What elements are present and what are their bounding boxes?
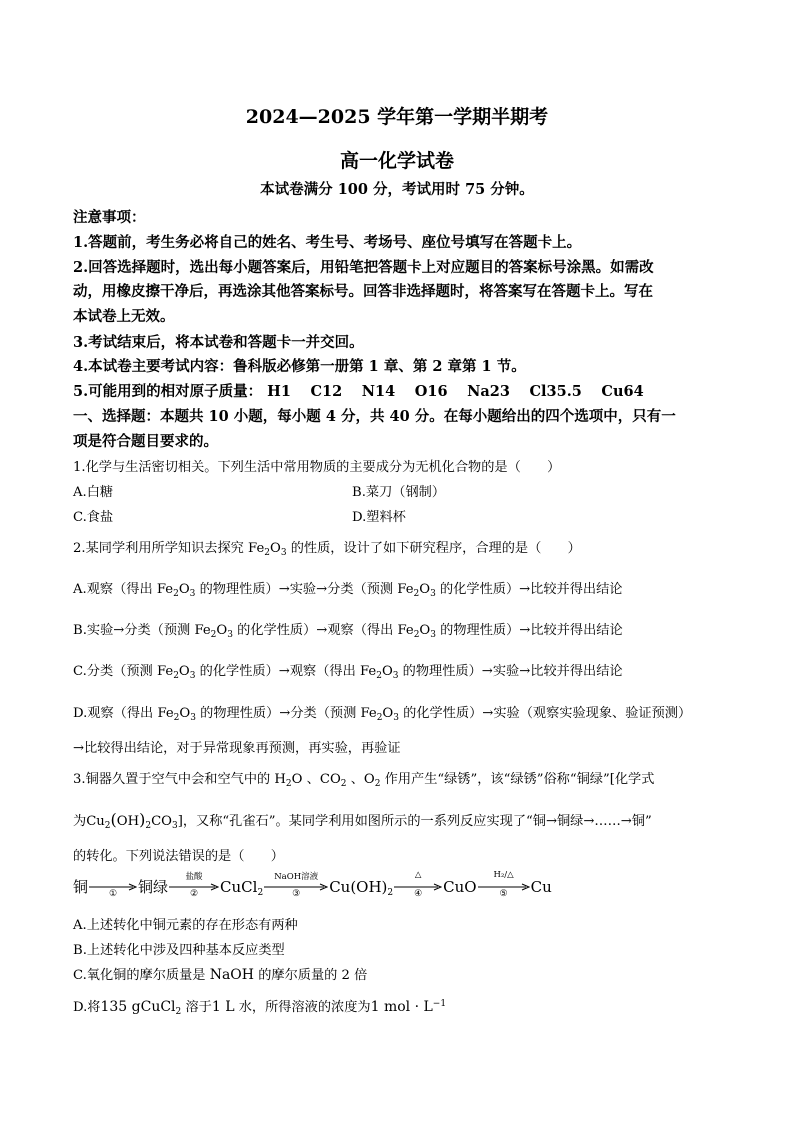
q3-option-d: D.将135 gCuCl$_2$ 溶于1 L 水，所得溶液的浓度为1 mol · $L^{-1}$ (73, 999, 447, 1017)
q1-option-b: B.菜刀（钢制） (352, 485, 446, 500)
fe2o3-formula: $Fe_2O_3$ (359, 664, 399, 681)
fe2o3-formula: $Fe_2O_3$ (360, 706, 399, 723)
q3-stem-line-3: 的转化。下列说法错误的是（ ） (73, 849, 284, 864)
fe2o3-formula: $Fe_2O_3$ (156, 664, 196, 681)
q3-stem-line-2: 为$Cu_2(OH)_2CO_3$]，又称“孔雀石”。某同学利用如图所示的一系列反应实现了“铜→铜绿→……→铜” (73, 810, 652, 831)
arrow-step-1 (89, 882, 137, 899)
reaction-chain (73, 870, 552, 899)
step-5-label: ⑤ (499, 889, 508, 899)
q3-option-b: B.上述转化中涉及四种基本反应类型 (73, 943, 285, 958)
q3-stem-line-1: 3.铜器久置于空气中会和空气中的 $H_2O$ 、$CO_2$ 、$O_2$ 作用产生“绿锈”，该“绿锈”俗称“铜绿”[化学式 (73, 772, 655, 789)
step-2-label: ② (189, 889, 199, 899)
exam-title: 2024—2025 学年第一学期半期考 (245, 106, 549, 128)
chain-cu: Cu (530, 878, 552, 896)
chain-cuoh2: $Cu(OH)_2$ (329, 878, 394, 898)
q1-option-d: D.塑料杯 (352, 510, 406, 525)
q3-option-c: C.氧化铜的摩尔质量是 NaOH 的摩尔质量的 2 倍 (73, 967, 368, 983)
note-2-line-1: 2.回答选择题时，选出每小题答案后，用铅笔把答题卡上对应题目的答案标号涂黑。如需改 (73, 259, 654, 276)
q3-option-a: A.上述转化中铜元素的存在形态有两种 (73, 918, 298, 933)
reagent-naoh: NaOH溶液 (274, 872, 319, 882)
arrow-step-5 (478, 870, 530, 899)
chain-verdigris: 铜绿 (138, 878, 169, 896)
fe2o3-formula: $Fe_2O_3$ (156, 582, 196, 599)
reagent-hcl: 盐酸 (185, 872, 203, 882)
reagent-h2-heat: H₂/△ (493, 870, 514, 880)
heat-symbol: △ (414, 870, 422, 880)
q2-option-d-line-1: D.观察（得出 $Fe_2O_3$ 的物理性质）→分类（预测 $Fe_2O_3$ 的化学性质）→实验（观察实验现象、验证预测） (73, 706, 692, 723)
step-3-label: ③ (292, 889, 301, 899)
note-2-line-2: 动，用橡皮擦干净后，再选涂其他答案标号。回答非选择题时，将答案写在答题卡上。写在 (73, 283, 653, 300)
fe2o3-formula: $Fe_2O_3$ (248, 541, 287, 558)
note-5: 5.可能用到的相对原子质量： H1 C12 N14 O16 Na23 Cl35.5 Cu64 (73, 383, 644, 400)
q2-option-c: C.分类（预测 $Fe_2O_3$ 的化学性质）→观察（得出 $Fe_2O_3$ 的物理性质）→实验→比较并得出结论 (73, 664, 623, 681)
q2-option-a: A.观察（得出 $Fe_2O_3$ 的物理性质）→实验→分类（预测 $Fe_2O_3$ 的化学性质）→比较并得出结论 (73, 582, 623, 599)
q1-option-c: C.食盐 (73, 510, 114, 525)
fe2o3-formula: $Fe_2O_3$ (397, 623, 436, 640)
fe2o3-formula: $Fe_2O_3$ (397, 582, 436, 599)
chain-cucl2: CuCl$_2$ (220, 878, 264, 898)
note-3: 3.考试结束后，将本试卷和答题卡一并交回。 (73, 334, 364, 351)
q1-option-a: A.白糖 (73, 485, 114, 500)
fe2o3-formula: $Fe_2O_3$ (157, 706, 196, 723)
arrow-step-3 (264, 872, 328, 899)
step-1-label: ① (108, 889, 118, 899)
section-heading-line-1: 一、选择题：本题共 10 小题，每小题 4 分，共 40 分。在每小题给出的四个选项中，只有一 (73, 408, 676, 425)
section-heading-line-2: 项是符合题目要求的。 (73, 433, 218, 450)
chain-cuo: CuO (443, 878, 477, 896)
exam-subtitle: 高一化学试卷 (339, 150, 454, 172)
verdigris-formula: $Cu_2(OH)_2CO_3$ (86, 810, 178, 831)
exam-info: 本试卷满分 100 分，考试用时 75 分钟。 (260, 181, 534, 198)
note-4: 4.本试卷主要考试内容：鲁科版必修第一册第 1 章、第 2 章第 1 节。 (73, 358, 526, 375)
arrow-step-4 (394, 870, 442, 899)
note-2-line-3: 本试卷上无效。 (73, 308, 175, 325)
step-4-label: ④ (414, 889, 423, 899)
fe2o3-formula: $Fe_2O_3$ (194, 623, 233, 640)
h2o-formula: $H_2O$ (274, 772, 303, 789)
q2-option-b: B.实验→分类（预测 $Fe_2O_3$ 的化学性质）→观察（得出 $Fe_2O_3$ 的物理性质）→比较并得出结论 (73, 623, 623, 640)
chain-copper: 铜 (73, 878, 89, 896)
notes-heading: 注意事项： (73, 209, 146, 226)
arrow-step-2 (169, 872, 219, 899)
q2-stem: 2.某同学利用所学知识去探究 $Fe_2O_3$ 的性质，设计了如下研究程序，合理的是（ ） (73, 541, 581, 558)
o2-formula: $O_2$ (363, 772, 381, 789)
co2-formula: $CO_2$ (319, 772, 347, 789)
q1-stem: 1.化学与生活密切相关。下列生活中常用物质的主要成分为无机化合物的是（ ） (73, 460, 561, 475)
note-1: 1.答题前，考生务必将自己的姓名、考生号、考场号、座位号填写在答题卡上。 (73, 234, 582, 251)
q2-option-d-line-2: →比较得出结论，对于异常现象再预测，再实验，再验证 (73, 741, 401, 756)
